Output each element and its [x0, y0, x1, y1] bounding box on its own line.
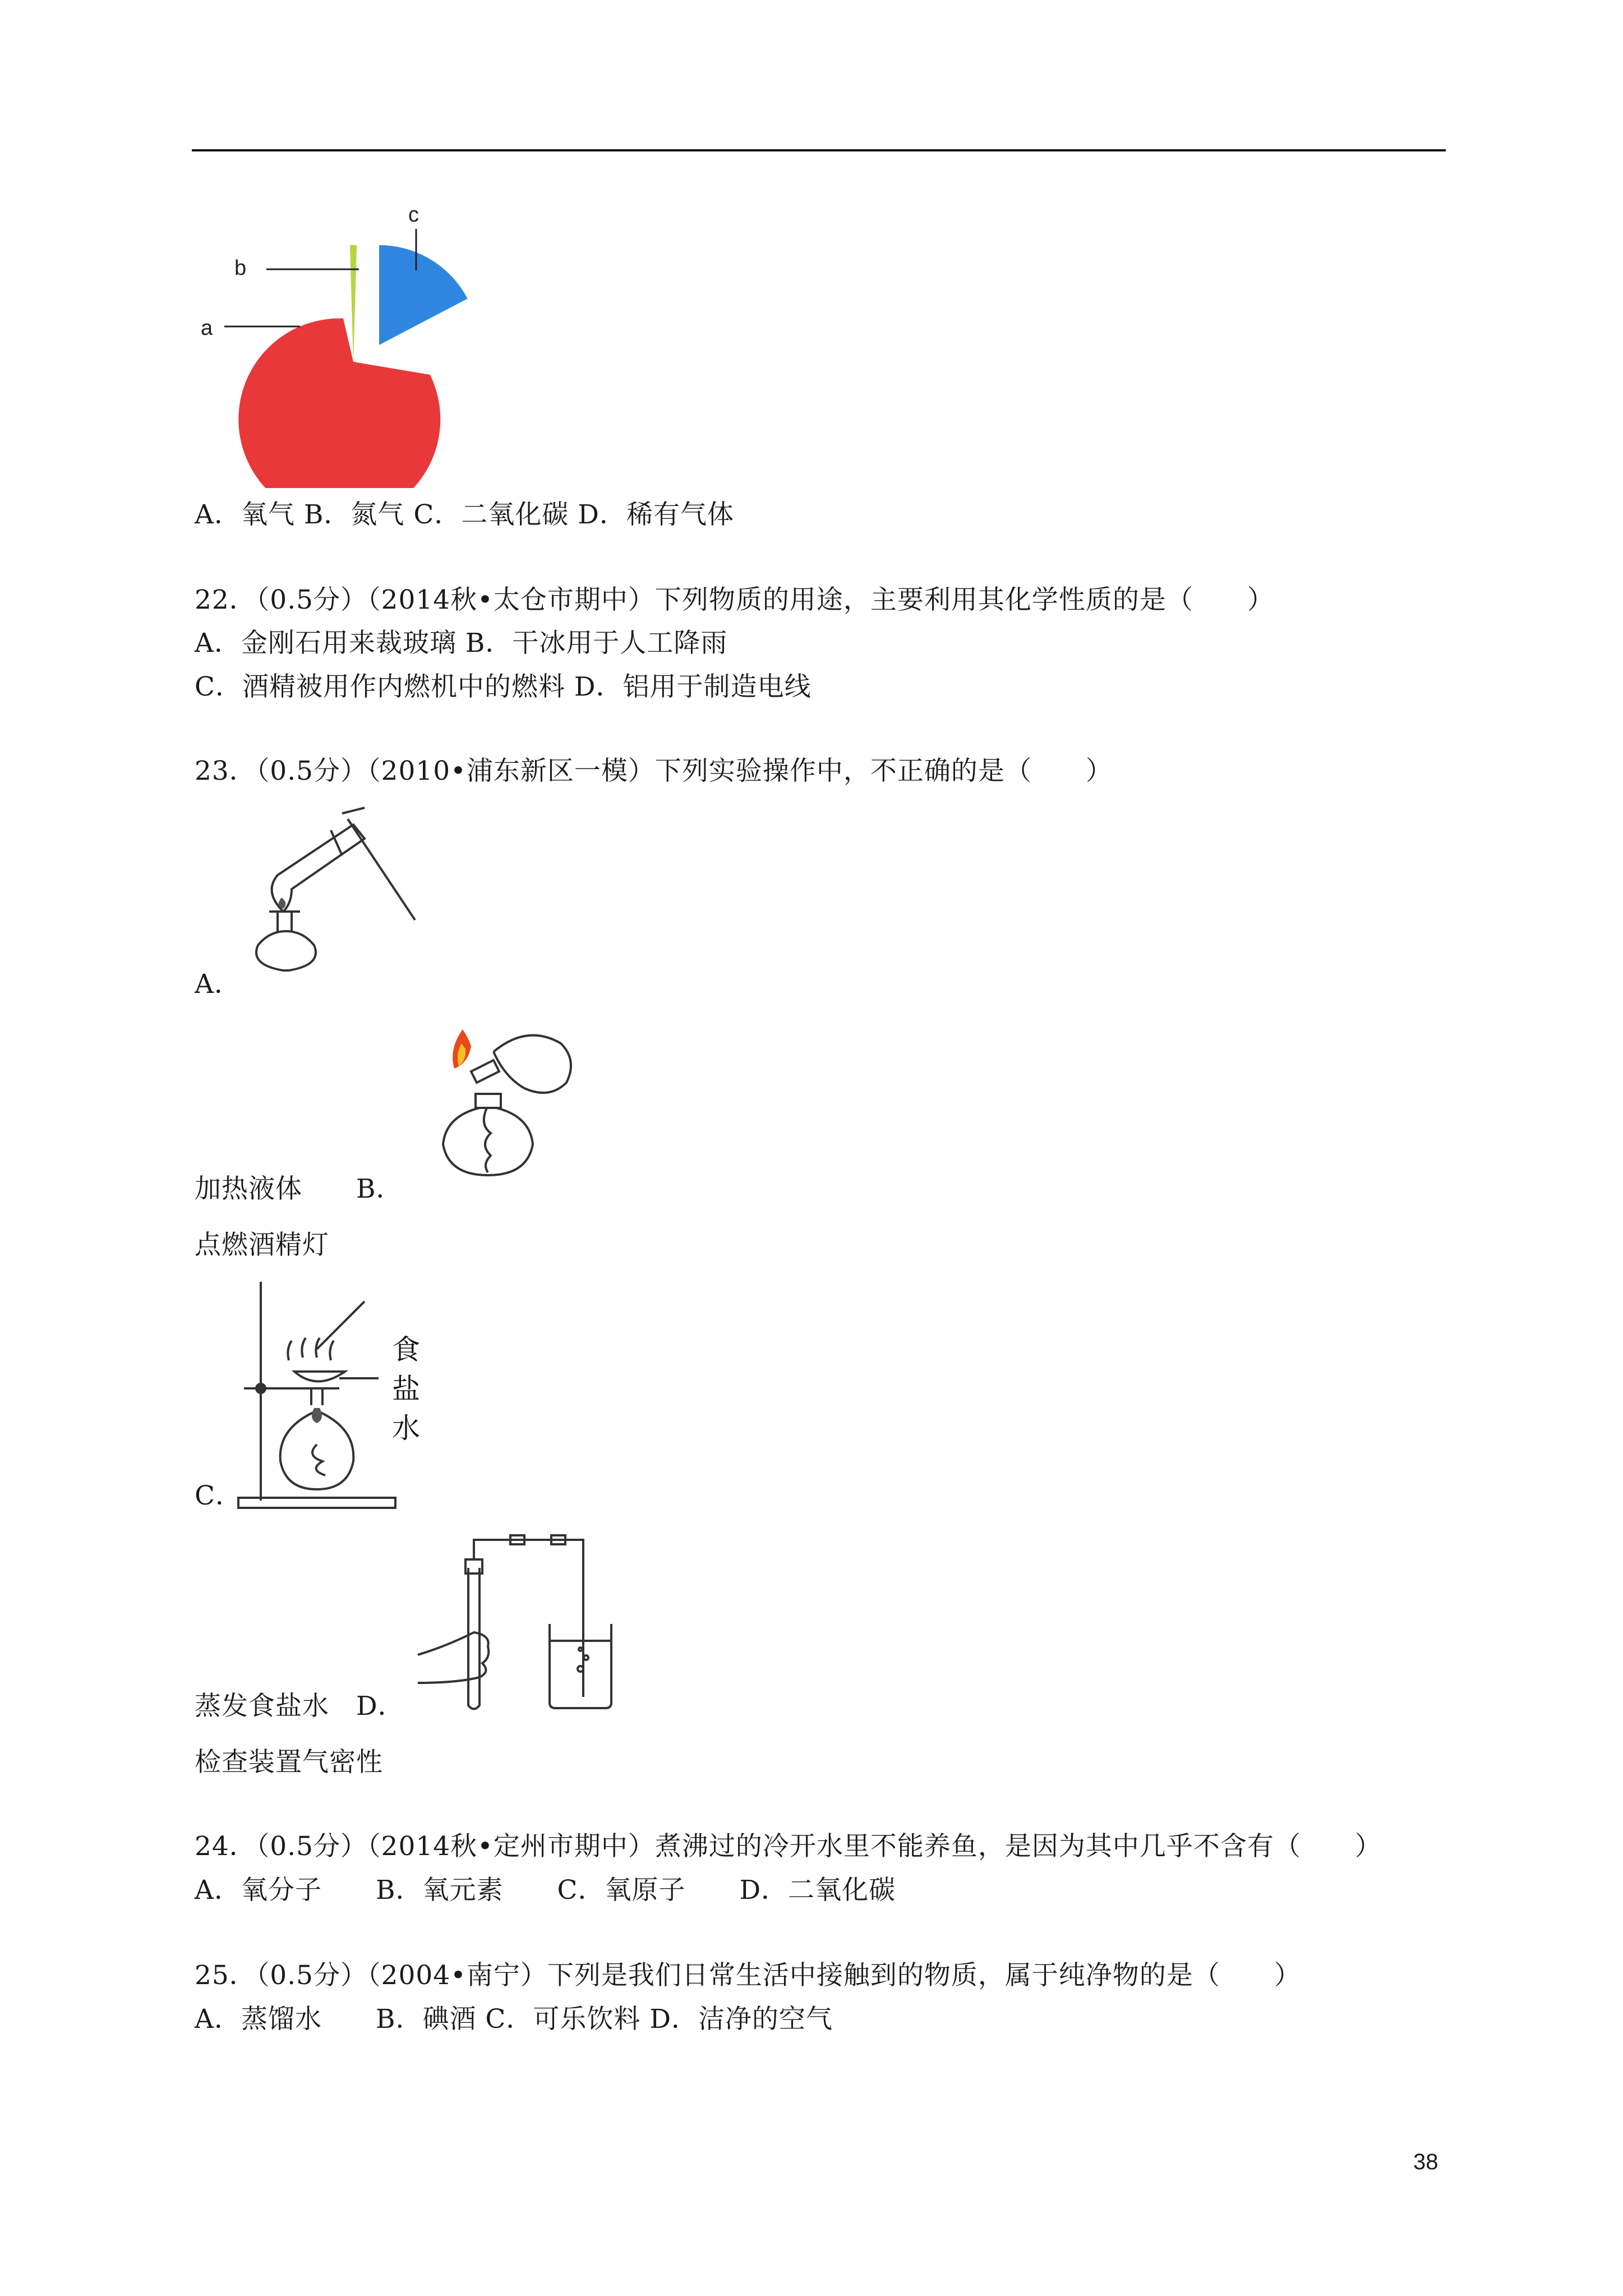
q23-a-text-b-label: 加热液体 B．: [195, 1174, 403, 1204]
pie-label-c: c: [408, 203, 419, 227]
q23-c-text-d-label: 蒸发食盐水 D．: [195, 1691, 405, 1722]
q25-stem: 25．（0.5分）（2004•南宁）下列是我们日常生活中接触到的物质，属于纯净物的是（ ）: [195, 1960, 1301, 1991]
q23-option-c-label: C．: [195, 1480, 242, 1511]
salt-water-label-char-3: 水: [392, 1412, 420, 1444]
evaporating-salt-water-figure: [233, 1276, 451, 1512]
pie-label-a: a: [201, 316, 213, 340]
q22-options-line2: C．酒精被用作内燃机中的燃料 D．铝用于制造电线: [195, 671, 811, 702]
q24-options: A．氧分子 B．氧元素 C．氧原子 D．二氧化碳: [195, 1875, 896, 1906]
air-composition-pie-figure: [191, 196, 482, 488]
page-number: 38: [1413, 2150, 1438, 2174]
q22-stem: 22．（0.5分）（2014秋•太仓市期中）下列物质的用途，主要利用其化学性质的是（ ）: [195, 585, 1274, 615]
q23-option-b-text: 点燃酒精灯: [195, 1230, 329, 1260]
q23-option-a-label: A．: [195, 969, 241, 1000]
lighting-alcohol-lamp-figure: [409, 1018, 589, 1203]
q23-option-d-text: 检查装置气密性: [195, 1747, 383, 1778]
airtightness-check-figure: [412, 1534, 620, 1719]
salt-water-label-char-1: 食: [392, 1333, 420, 1366]
q23-stem: 23．（0.5分）（2010•浦东新区一模）下列实验操作中，不正确的是（ ）: [195, 756, 1113, 786]
q24-stem: 24．（0.5分）（2014秋•定州市期中）煮沸过的冷开水里不能养鱼，是因为其中几乎不含有（ ）: [195, 1831, 1382, 1862]
pie-slice-a: [238, 319, 440, 488]
pie-slice-b: [350, 245, 357, 362]
q25-options: A．蒸馏水 B．碘酒 C．可乐饮料 D．洁净的空气: [195, 2004, 833, 2035]
salt-water-label-char-2: 盐: [392, 1373, 420, 1405]
pie-slice-c: [379, 245, 468, 345]
pie-label-b: b: [234, 256, 247, 280]
heating-liquid-figure: [230, 802, 426, 993]
q21-options: A．氧气 B．氮气 C．二氧化碳 D．稀有气体: [195, 499, 734, 530]
q22-options-line1: A．金刚石用来裁玻璃 B．干冰用于人工降雨: [195, 628, 728, 659]
header-rule: [192, 149, 1446, 151]
